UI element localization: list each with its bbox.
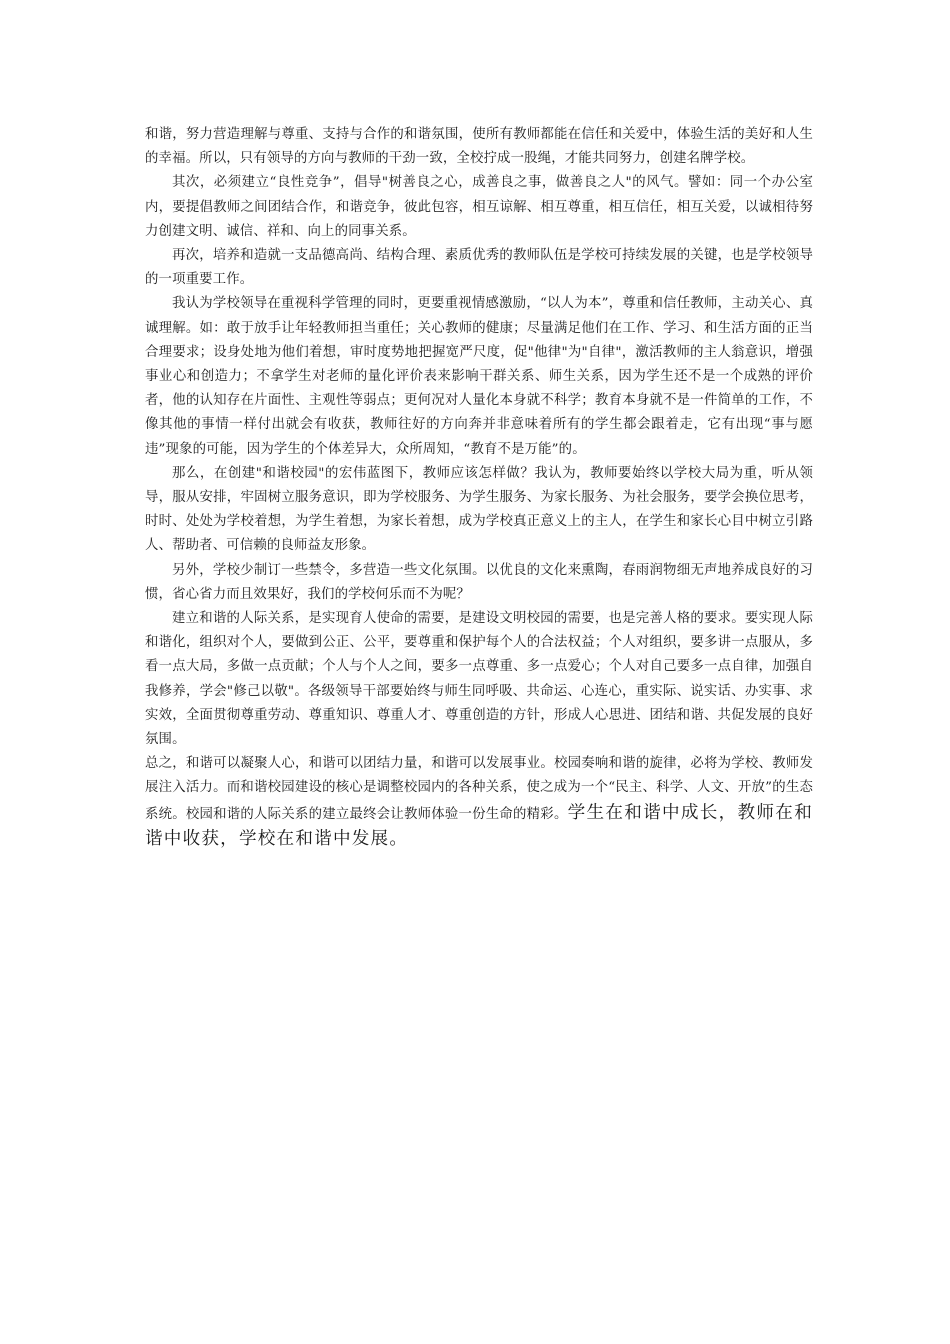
paragraph-1: 和谐，努力营造理解与尊重、支持与合作的和谐氛围，使所有教师都能在信任和关爱中，体验生活的美好和人生的幸福。所以，只有领导的方向与教师的干劲一致，全校拧成一股绳，才能共同努力，创建名牌学校。 [145,127,813,167]
closing-statement: 学生在和谐中成长，教师在和谐中收获，学校在和谐中发展。 [145,802,813,849]
paragraph-4: 我认为学校领导在重视科学管理的同时，更要重视情感激励，“以人为本”，尊重和信任教师，主动关心、真诚理解。如：敢于放手让年轻教师担当重任；关心教师的健康；尽量满足他们在工作、学习、和生活方面的正当合理要求；设身处地为他们着想，审时度势地把握宽严尺度，促"他律"为"自律"，激活教师的主人翁意识，增强事业心和创造力；不拿学生对老师的量化评价表来影响干群关系、师生关系，因为学生还不是一个成熟的评价者，他的认知存在片面性、主观性等弱点；更何况对人量化本身就不科学；教育本身就不是一件简单的工作，不像其他的事情一样付出就会有收获，教师往好的方向奔并非意味着所有的学生都会跟着走，它有出现“事与愿违”现象的可能，因为学生的个体差异大，众所周知，“教育不是万能”的。 [145,296,813,457]
paragraph-2: 其次，必须建立“良性竞争”，倡导"树善良之心，成善良之事，做善良之人"的风气。譬如：同一个办公室内，要提倡教师之间团结合作，和谐竞争，彼此包容，相互谅解、相互尊重，相互信任，相互关爱，以诚相待努力创建文明、诚信、祥和、向上的同事关系。 [145,175,813,239]
conclusion-text: 总之，和谐可以凝聚人心，和谐可以团结力量，和谐可以发展事业。校园奏响和谐的旋律，必将为学校、教师发展注入活力。而和谐校园建设的核心是调整校园内的各种关系，使之成为一个“民主、科学、人文、开放”的生态系统。校园和谐的人际关系的建立最终会让教师体验一份生命的精彩。 [145,756,813,822]
document-body [145,123,813,853]
paragraph-8-conclusion [145,752,813,853]
paragraph-6: 另外，学校少制订一些禁令，多营造一些文化氛围。以优良的文化来熏陶，春雨润物细无声地养成良好的习惯，省心省力而且效果好，我们的学校何乐而不为呢？ [145,562,813,602]
paragraph-7: 建立和谐的人际关系，是实现育人使命的需要，是建设文明校园的需要，也是完善人格的要求。要实现人际和谐化，组织对个人，要做到公正、公平，要尊重和保护每个人的合法权益；个人对组织，要多讲一点服从，多看一点大局，多做一点贡献；个人与个人之间，要多一点尊重、多一点爱心；个人对自己要多一点自律，加强自我修养，学会"修己以敬"。各级领导干部要始终与师生同呼吸、共命运、心连心，重实际、说实话、办实事、求实效，全面贯彻尊重劳动、尊重知识、尊重人才、尊重创造的方针，形成人心思进、团结和谐、共促发展的良好氛围。 [145,611,813,748]
paragraph-5: 那么，在创建"和谐校园"的宏伟蓝图下，教师应该怎样做？我认为，教师要始终以学校大局为重，听从领导，服从安排，牢固树立服务意识，即为学校服务、为学生服务、为家长服务、为社会服务，要学会换位思考，时时、处处为学校着想，为学生着想，为家长着想，成为学校真正意义上的主人，在学生和家长心目中树立引路人、帮助者、可信赖的良师益友形象。 [145,465,813,554]
paragraph-3: 再次，培养和造就一支品德高尚、结构合理、素质优秀的教师队伍是学校可持续发展的关键，也是学校领导的一项重要工作。 [145,248,813,288]
